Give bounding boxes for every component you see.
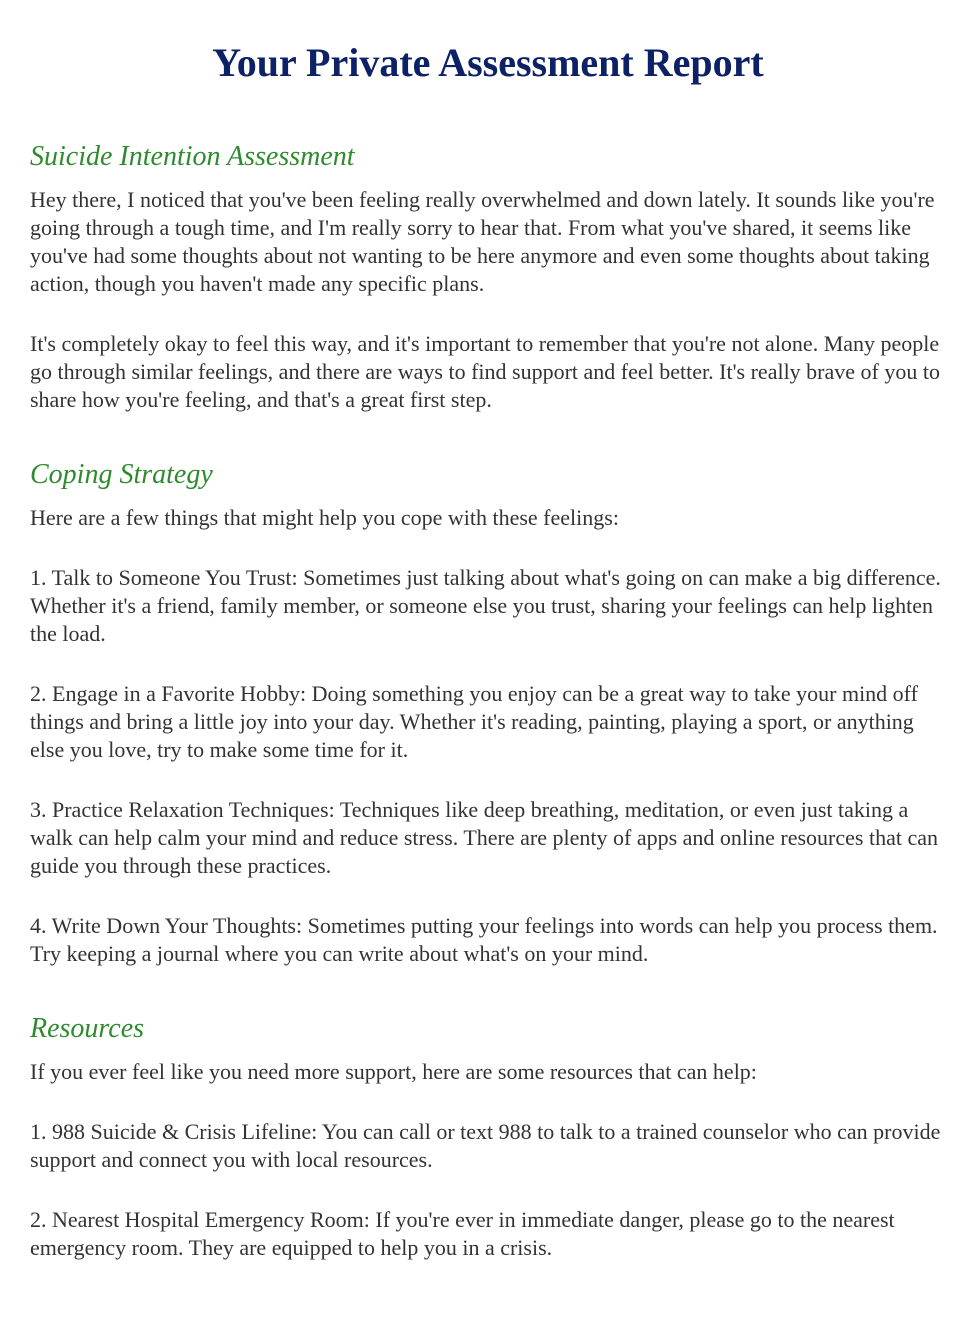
section-heading: Suicide Intention Assessment: [30, 141, 355, 172]
page-title: Your Private Assessment Report: [212, 40, 764, 85]
section-resources: [30, 1012, 946, 1262]
list-item: 2. Engage in a Favorite Hobby: Doing something you enjoy can be a great way to take your mind off things and bring a little joy into your day. Whether it's reading, painting, playing a sport, or anything else you love, try to make some time for it.: [30, 681, 918, 762]
section-coping-strategy: [30, 458, 946, 968]
list-item: 4. Write Down Your Thoughts: Sometimes putting your feelings into words can help you process them. Try keeping a journal where you can write about what's on your mind.: [30, 913, 938, 966]
list-item: 1. Talk to Someone You Trust: Sometimes just talking about what's going on can make a big difference. Whether it's a friend, family member, or someone else you trust, sharing your feelings can help lighten the load.: [30, 565, 941, 646]
section-suicide-intention-assessment: [30, 140, 946, 414]
paragraph: Here are a few things that might help you cope with these feelings:: [30, 505, 619, 530]
section-heading: Coping Strategy: [30, 459, 213, 490]
list-item: 1. 988 Suicide & Crisis Lifeline: You can call or text 988 to talk to a trained counselor who can provide support and connect you with local resources.: [30, 1119, 941, 1172]
list-item: 3. Practice Relaxation Techniques: Techniques like deep breathing, meditation, or even just taking a walk can help calm your mind and reduce stress. There are plenty of apps and online resources that can guide you through these practices.: [30, 797, 938, 878]
list-item: 2. Nearest Hospital Emergency Room: If you're ever in immediate danger, please go to the nearest emergency room. They are equipped to help you in a crisis.: [30, 1207, 895, 1260]
paragraph: Hey there, I noticed that you've been feeling really overwhelmed and down lately. It sounds like you're going through a tough time, and I'm really sorry to hear that. From what you've shared, it seems like you've had some thoughts about not wanting to be here anymore and even some thoughts about taking action, though you haven't made any specific plans.: [30, 187, 935, 296]
paragraph: If you ever feel like you need more support, here are some resources that can help:: [30, 1059, 757, 1084]
paragraph: It's completely okay to feel this way, and it's important to remember that you're not alone. Many people go through similar feelings, and there are ways to find support and feel better. It's really brave of you to share how you're feeling, and that's a great first step.: [30, 331, 940, 412]
section-heading: Resources: [30, 1013, 145, 1044]
